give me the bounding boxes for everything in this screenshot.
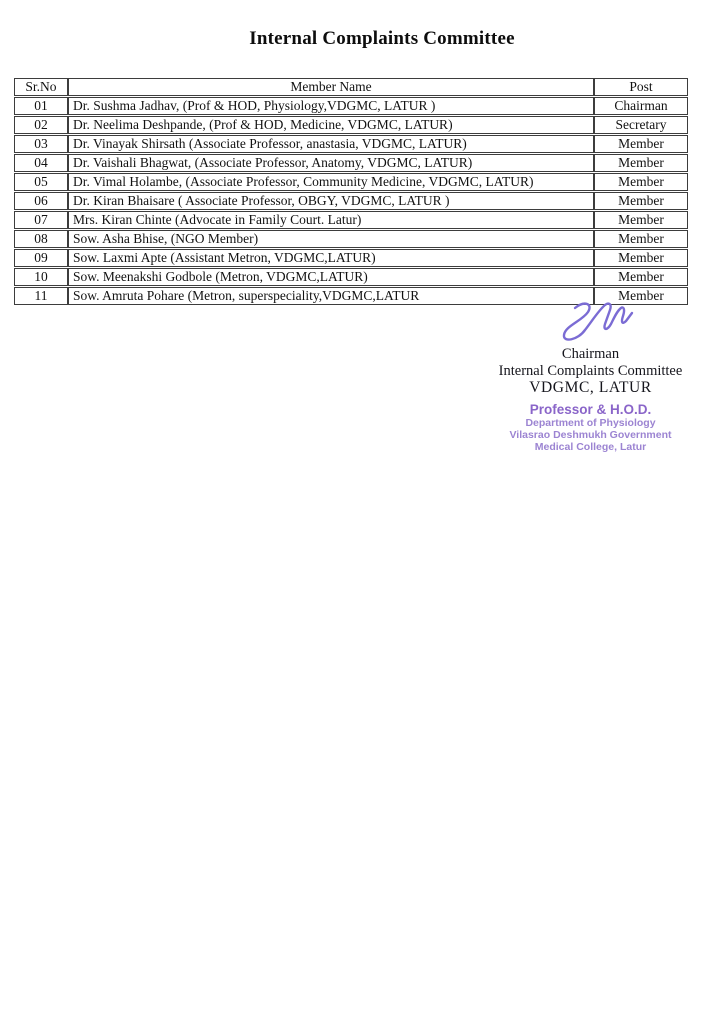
table-row (14, 211, 688, 229)
signatory-committee: Internal Complaints Committee (498, 362, 683, 379)
signatory-institute: VDGMC, LATUR (529, 379, 652, 396)
row-srno: 07 (14, 211, 68, 229)
row-member-name: Mrs. Kiran Chinte (Advocate in Family Court. Latur) (68, 211, 594, 229)
signature-ink-path (564, 304, 632, 340)
table-row (14, 173, 688, 191)
row-srno: 09 (14, 249, 68, 267)
stamp-institution: Vilasrao Deshmukh Government (509, 428, 672, 441)
table-row (14, 154, 688, 172)
signatory-role: Chairman (561, 346, 620, 362)
row-srno: 04 (14, 154, 68, 172)
stamp-department: Department of Physiology (525, 416, 656, 429)
row-srno: 08 (14, 230, 68, 248)
row-srno: 02 (14, 116, 68, 134)
row-post: Member (594, 287, 688, 305)
row-member-name: Sow. Amruta Pohare (Metron, superspeciality,VDGMC,LATUR (68, 287, 594, 305)
row-member-name: Dr. Vimal Holambe, (Associate Professor, Community Medicine, VDGMC, LATUR) (68, 173, 594, 191)
page-title: Internal Complaints Committee (249, 28, 515, 49)
row-member-name: Dr. Vinayak Shirsath (Associate Professor, anastasia, VDGMC, LATUR) (68, 135, 594, 153)
office-stamp (448, 402, 724, 453)
row-srno: 10 (14, 268, 68, 286)
row-member-name: Sow. Asha Bhise, (NGO Member) (68, 230, 594, 248)
committee-members-table (14, 77, 688, 306)
row-member-name: Dr. Sushma Jadhav, (Prof & HOD, Physiology,VDGMC, LATUR ) (68, 97, 594, 115)
signature-icon (551, 296, 639, 346)
row-post: Chairman (594, 97, 688, 115)
stamp-location: Medical College, Latur (534, 440, 647, 453)
row-post: Member (594, 154, 688, 172)
table-row (14, 249, 688, 267)
row-srno: 01 (14, 97, 68, 115)
table-header (14, 78, 688, 96)
table-header-row (14, 78, 688, 96)
row-srno: 11 (14, 287, 68, 305)
row-member-name: Dr. Vaishali Bhagwat, (Associate Professor, Anatomy, VDGMC, LATUR) (68, 154, 594, 172)
column-header-post: Post (594, 78, 688, 96)
row-srno: 03 (14, 135, 68, 153)
column-header-srno: Sr.No (14, 78, 68, 96)
row-srno: 05 (14, 173, 68, 191)
row-post: Member (594, 135, 688, 153)
signature-block (448, 296, 724, 453)
stamp-designation: Professor & H.O.D. (529, 401, 652, 417)
row-member-name: Dr. Neelima Deshpande, (Prof & HOD, Medicine, VDGMC, LATUR) (68, 116, 594, 134)
row-post: Secretary (594, 116, 688, 134)
row-post: Member (594, 268, 688, 286)
row-srno: 06 (14, 192, 68, 210)
table-body (14, 97, 688, 305)
row-post: Member (594, 230, 688, 248)
row-post: Member (594, 249, 688, 267)
row-post: Member (594, 211, 688, 229)
table-row (14, 268, 688, 286)
row-member-name: Sow. Laxmi Apte (Assistant Metron, VDGMC,LATUR) (68, 249, 594, 267)
table-row (14, 97, 688, 115)
table-row (14, 116, 688, 134)
row-post: Member (594, 173, 688, 191)
table-row (14, 230, 688, 248)
table-row (14, 192, 688, 210)
row-member-name: Dr. Kiran Bhaisare ( Associate Professor, OBGY, VDGMC, LATUR ) (68, 192, 594, 210)
table-row (14, 135, 688, 153)
row-member-name: Sow. Meenakshi Godbole (Metron, VDGMC,LATUR) (68, 268, 594, 286)
column-header-member-name: Member Name (68, 78, 594, 96)
row-post: Member (594, 192, 688, 210)
